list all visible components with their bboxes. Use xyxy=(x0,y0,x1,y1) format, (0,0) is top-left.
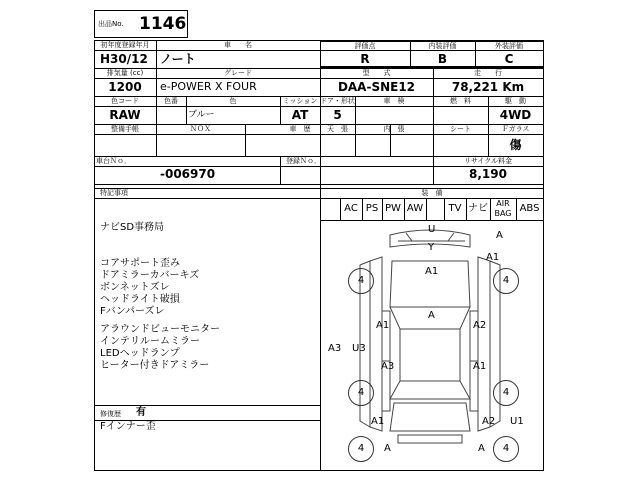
doors-value: 5 xyxy=(333,108,342,122)
car-name-value: ノート xyxy=(160,52,196,66)
notes-label: 特記事項 xyxy=(100,189,128,197)
grade-points-label: 評価点 xyxy=(354,42,376,50)
color-value: ブルー xyxy=(188,110,215,120)
color-number-label: 色番 xyxy=(164,97,178,105)
interior-score-value: B xyxy=(437,52,448,66)
seat-label: シート xyxy=(450,125,471,133)
damage-mark: A1 xyxy=(425,266,439,277)
glass-label: Ｆガラス xyxy=(501,125,530,133)
damage-mark: A xyxy=(428,310,435,321)
note-item: ドアミラーカバーキズ xyxy=(100,270,200,281)
equipment-abs: ABS xyxy=(519,203,540,214)
color-code-label: 色コード xyxy=(111,97,139,105)
nox-label: ＮＯＸ xyxy=(190,125,211,133)
tyre-rear-left: 4 xyxy=(348,380,374,406)
tyre-spare-right: 4 xyxy=(493,436,519,462)
damage-mark: A1 xyxy=(486,252,500,263)
note-item: ボンネットズレ xyxy=(100,282,170,293)
mileage-value: 78,221 Km xyxy=(451,80,525,94)
manual-label: 整備手帳 xyxy=(111,125,139,133)
equipment-ps: PS xyxy=(365,203,379,214)
displacement-label: 排気量 (cc) xyxy=(106,69,144,77)
roof-label: 天 張 xyxy=(327,125,348,133)
damage-mark: A xyxy=(478,443,485,454)
equipment-ac: AC xyxy=(344,203,358,214)
damage-mark: A1 xyxy=(376,320,390,331)
repair-history-label: 修復歴 xyxy=(100,410,121,418)
note-item: LEDヘッドランプ xyxy=(100,348,180,359)
glass-value: 傷 xyxy=(509,138,522,152)
color-code-value: RAW xyxy=(109,108,141,122)
damage-mark: U3 xyxy=(352,343,366,354)
repair-history-value: 有 xyxy=(136,407,146,418)
damage-mark: U1 xyxy=(510,416,524,427)
note-item: ヘッドライト破損 xyxy=(100,294,180,305)
damage-mark: A1 xyxy=(371,416,385,427)
recycle-label: リサイクル料金 xyxy=(463,157,513,165)
model-label: 型 式 xyxy=(362,69,391,77)
interior-trim-label: 内 張 xyxy=(383,125,405,133)
grade-points-value: R xyxy=(360,52,370,66)
damage-mark: A xyxy=(496,230,503,241)
note-item: アラウンドビューモニター xyxy=(100,324,220,335)
repair-note: Fインナー歪 xyxy=(100,421,156,432)
note-item: コアサポート歪み xyxy=(100,258,180,269)
interior-score-label: 内装評価 xyxy=(428,42,457,50)
reg-no-label: 登録Ｎｏ． xyxy=(286,157,321,165)
equipment-label: 装 備 xyxy=(421,189,443,197)
grade-value: e-POWER X FOUR xyxy=(160,80,257,93)
damage-mark: U xyxy=(428,224,436,235)
mission-label: ミッション xyxy=(282,97,318,105)
fuel-label: 燃 料 xyxy=(450,97,471,105)
damage-mark: A2 xyxy=(473,320,487,331)
equipment-tv: TV xyxy=(448,203,462,214)
color-label: 色 xyxy=(229,97,237,105)
equipment-pw: PW xyxy=(385,203,401,214)
doors-label: ドア・形状 xyxy=(320,97,355,105)
tyre-front-right: 4 xyxy=(493,268,519,294)
drive-label: 駆 動 xyxy=(505,97,526,105)
reg-date-value: H30/12 xyxy=(100,52,148,66)
mission-value: AT xyxy=(291,108,309,122)
car-name-label: 車 名 xyxy=(224,41,252,49)
grade-label: グレード xyxy=(224,69,252,77)
shaken-label: 車 検 xyxy=(383,97,405,105)
reg-date-label: 初年度登録年月 xyxy=(100,41,150,49)
damage-mark: A1 xyxy=(473,361,487,372)
damage-mark: A3 xyxy=(328,343,342,354)
lot-box xyxy=(94,10,188,38)
tyre-spare-left: 4 xyxy=(348,436,374,462)
lot-number: 1146 xyxy=(139,14,187,34)
damage-mark: A xyxy=(384,443,391,454)
damage-mark: Y xyxy=(428,242,435,253)
tyre-front-left: 4 xyxy=(348,268,374,294)
chassis-value: -006970 xyxy=(160,167,216,181)
note-item: ヒーター付きドアミラー xyxy=(100,360,210,371)
exterior-score-value: C xyxy=(504,52,514,66)
note-item: Fバンパーズレ xyxy=(100,306,165,317)
damage-mark: A3 xyxy=(381,361,395,372)
lot-label: 出品No. xyxy=(98,20,124,28)
displacement-value: 1200 xyxy=(108,80,142,94)
damage-mark: A2 xyxy=(482,416,496,427)
model-value: DAA-SNE12 xyxy=(337,80,416,94)
mileage-label: 走 行 xyxy=(474,69,502,77)
exterior-score-label: 外装評価 xyxy=(495,42,523,50)
drive-value: 4WD xyxy=(499,108,532,122)
recycle-value: 8,190 xyxy=(469,167,507,181)
notes-top: ナビSD事務局 xyxy=(100,222,165,233)
equipment-aw: AW xyxy=(406,203,424,214)
tyre-rear-right: 4 xyxy=(493,380,519,406)
history-label: 車 歴 xyxy=(289,125,311,133)
equipment-airbag: AIR BAG xyxy=(494,199,512,218)
note-item: インテリルームミラー xyxy=(100,336,200,347)
chassis-label: 車台Ｎｏ． xyxy=(96,157,131,165)
equipment-navi: ナビ xyxy=(468,203,488,214)
